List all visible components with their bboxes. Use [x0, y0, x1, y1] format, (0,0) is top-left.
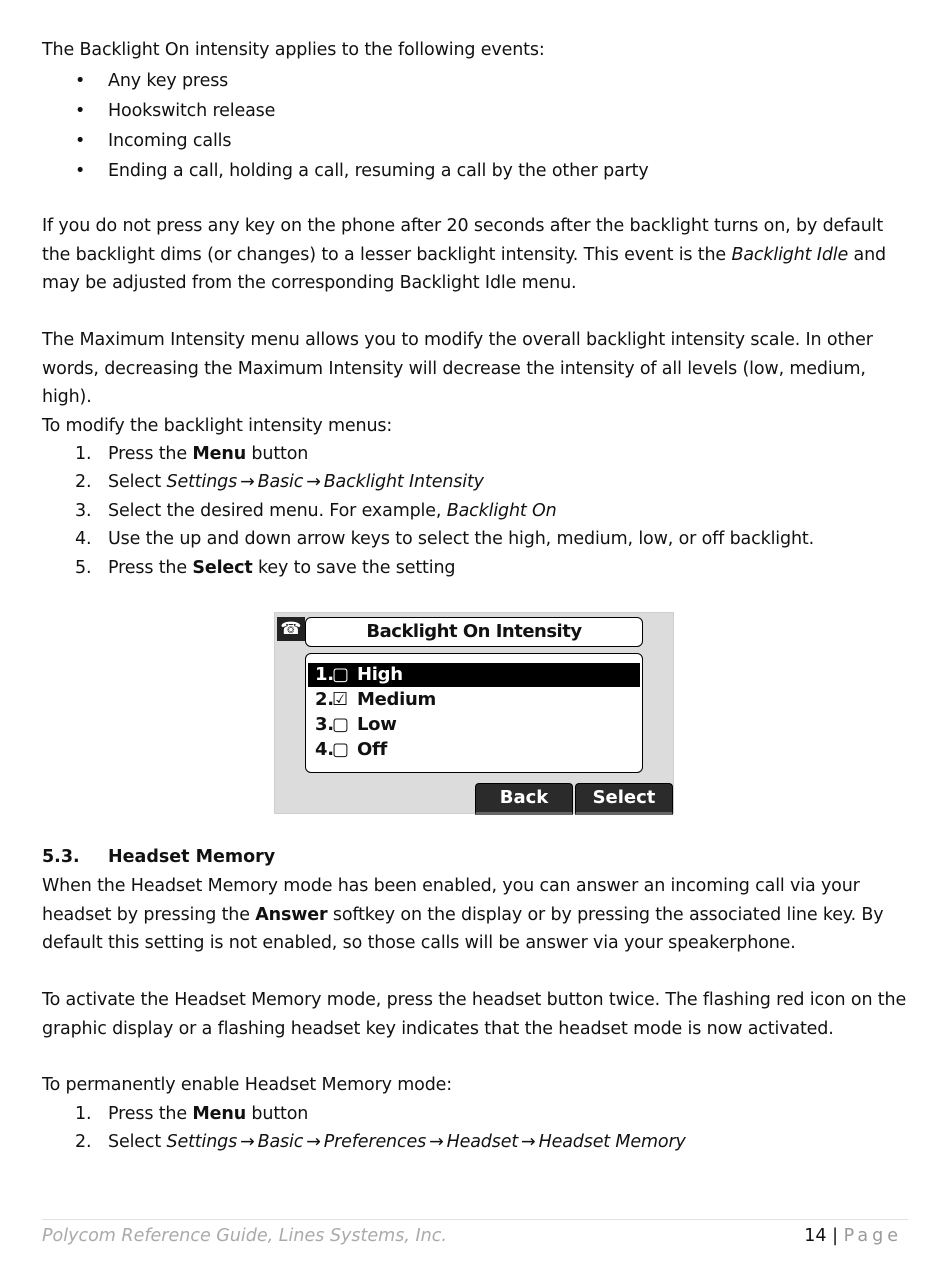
backlight-idle-paragraph: If you do not press any key on the phone after 20 seconds after the backlight turns on, by default the backlight dims (or changes) to a lesser backlight intensity. This event is the Backlight Idle and may be adjusted from the corresponding Backlight Idle menu.	[42, 216, 886, 293]
menu-button-term: Menu	[192, 1103, 247, 1124]
menu-button-term: Menu	[192, 443, 247, 464]
select-softkey[interactable]: Select	[575, 783, 673, 815]
phone-screen-illustration	[274, 612, 674, 814]
section-heading	[42, 843, 908, 871]
bullet-icon: •	[75, 160, 86, 181]
answer-softkey-term: Answer	[255, 904, 328, 925]
arrow-icon: →	[429, 1132, 444, 1152]
unchecked-box-icon: ▢	[332, 664, 349, 685]
footer-page-indicator	[804, 1222, 902, 1250]
list-item: 5. Press the Select key to save the setting	[75, 557, 456, 578]
modify-steps-list	[42, 440, 908, 583]
page-number: 14	[804, 1226, 827, 1246]
arrow-icon: →	[240, 1132, 255, 1152]
screen-title: Backlight On Intensity	[305, 617, 643, 647]
arrow-icon: →	[521, 1132, 536, 1152]
list-item: 4. Use the up and down arrow keys to select the high, medium, low, or off backlight.	[75, 529, 815, 549]
headset-memory-paragraph: When the Headset Memory mode has been enabled, you can answer an incoming call via your headset by pressing the Answer softkey on the display or by pressing the associated line key. By default this setting is not enabled, so those calls will be answer via your speakerphone.	[42, 876, 884, 953]
maximum-intensity-paragraph: The Maximum Intensity menu allows you to modify the overall backlight intensity scale. In other words, decreasing the Maximum Intensity will decrease the intensity of all levels (low, medium, high).	[42, 330, 873, 407]
intensity-option-list	[305, 653, 643, 773]
enable-steps-list	[42, 1100, 908, 1157]
checked-box-icon: ☑	[332, 689, 348, 710]
list-item: 3. Select the desired menu. For example, Backlight On	[75, 500, 557, 521]
arrow-icon: →	[240, 472, 255, 492]
arrow-icon: →	[306, 472, 321, 492]
phone-handset-icon: ☎	[277, 617, 305, 641]
arrow-icon: →	[306, 1132, 321, 1152]
unchecked-box-icon: ▢	[332, 739, 349, 760]
bullet-icon: •	[75, 130, 86, 151]
select-key-term: Select	[192, 557, 253, 578]
list-item: • Incoming calls	[42, 126, 908, 156]
option-high[interactable]: 1. ▢ High	[308, 663, 640, 687]
footer-divider	[42, 1219, 908, 1220]
enable-instructions	[42, 1071, 908, 1157]
list-item: • Hookswitch release	[42, 96, 908, 126]
event-bullet-list	[42, 66, 908, 186]
section-number: 5.3.	[42, 847, 80, 867]
option-medium[interactable]: 2. ☑ Medium	[315, 689, 436, 710]
backlight-idle-term: Backlight Idle	[731, 244, 849, 265]
list-item: 2. Select Settings → Basic → Preferences → Headset → Headset Memory	[75, 1132, 686, 1152]
bullet-icon: •	[75, 100, 86, 121]
option-off[interactable]: 4. ▢ Off	[315, 739, 388, 760]
footer-title: Polycom Reference Guide, Lines Systems, Inc.	[42, 1226, 447, 1246]
modify-lead: To modify the backlight intensity menus:	[42, 416, 393, 436]
intro-text: The Backlight On intensity applies to the following events:	[42, 40, 545, 60]
modify-instructions	[42, 412, 908, 582]
unchecked-box-icon: ▢	[332, 714, 349, 735]
section-title: Headset Memory	[108, 847, 276, 867]
enable-lead: To permanently enable Headset Memory mode:	[42, 1075, 453, 1095]
list-item: 2. Select Settings → Basic → Backlight Intensity	[75, 472, 484, 492]
bullet-icon: •	[75, 70, 86, 91]
list-item: 1. Press the Menu button	[75, 1103, 309, 1124]
list-item: • Any key press	[42, 66, 908, 96]
page-word: Page	[843, 1226, 902, 1246]
option-low[interactable]: 3. ▢ Low	[315, 714, 397, 735]
list-item: • Ending a call, holding a call, resuming a call by the other party	[42, 156, 908, 186]
footer-separator: |	[832, 1226, 839, 1246]
activate-paragraph: To activate the Headset Memory mode, press the headset button twice. The flashing red icon on the graphic display or a flashing headset key indicates that the headset mode is now activated.	[42, 990, 907, 1039]
list-item: 1. Press the Menu button	[75, 443, 309, 464]
back-softkey[interactable]: Back	[475, 783, 573, 815]
intro-block	[42, 36, 908, 186]
